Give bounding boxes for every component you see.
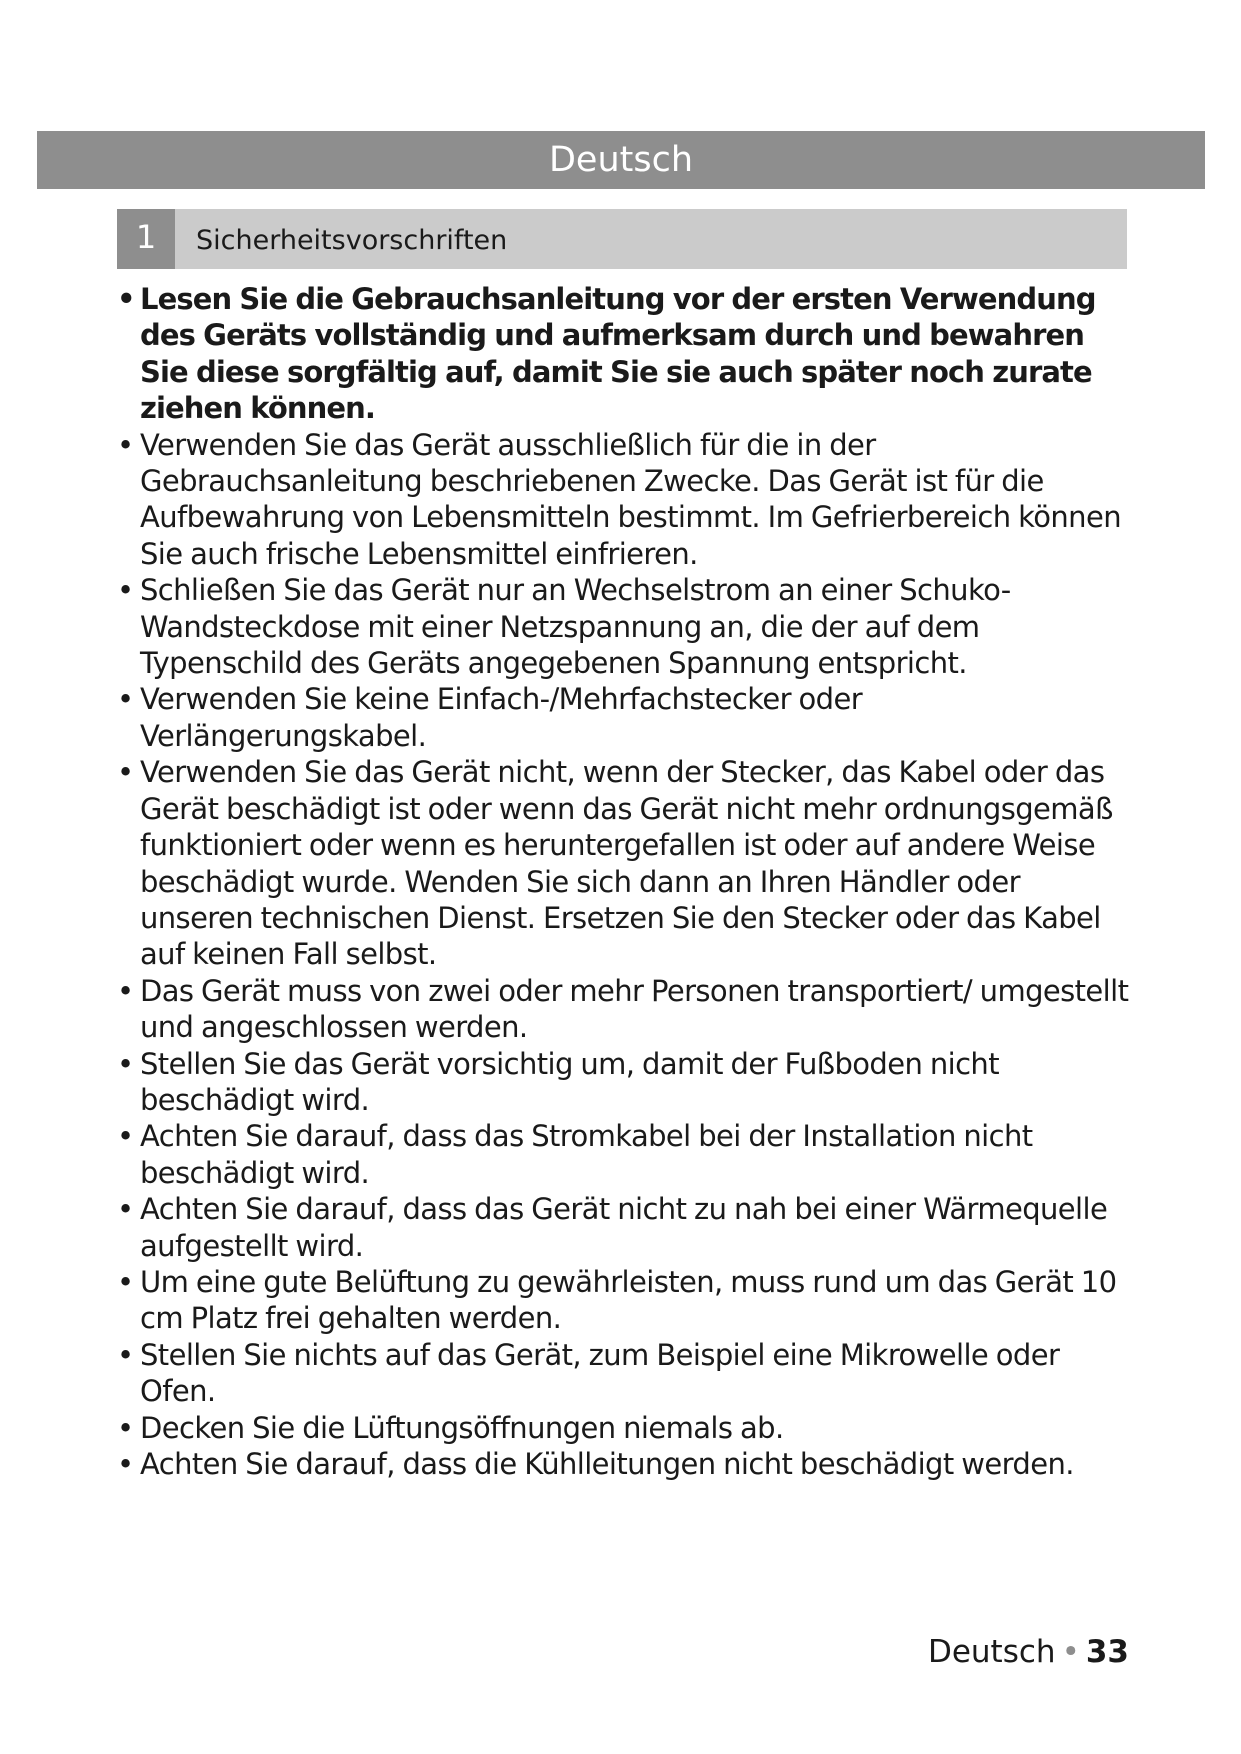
- language-header-bar: [37, 131, 1205, 189]
- list-item: • Verwenden Sie das Gerät nicht, wenn der Stecker, das Kabel oder das Gerät beschädigt ist oder wenn das Gerät nicht mehr ordnungsgemäß funktioniert oder wenn es heruntergefallen ist oder auf andere Weise beschädigt wurde. Wenden Sie sich dann an Ihren Händler oder unseren technischen Dienst. Ersetzen Sie den Stecker oder das Kabel auf keinen Fall selbst.: [115, 754, 1135, 972]
- list-item: • Verwenden Sie keine Einfach-/Mehrfachstecker oder Verlängerungskabel.: [115, 681, 1135, 754]
- list-item: • Achten Sie darauf, dass die Kühlleitungen nicht beschädigt werden.: [115, 1446, 1135, 1482]
- list-item: • Stellen Sie das Gerät vorsichtig um, damit der Fußboden nicht beschädigt wird.: [115, 1046, 1135, 1119]
- list-item: • Lesen Sie die Gebrauchsanleitung vor der ersten Verwendung des Geräts vollständig und aufmerksam durch und bewahren Sie diese sorgfältig auf, damit Sie sie auch später noch zurate ziehen können.: [115, 281, 1135, 427]
- list-item: • Achten Sie darauf, dass das Gerät nicht zu nah bei einer Wärmequelle aufgestellt wird.: [115, 1191, 1135, 1264]
- list-item: • Verwenden Sie das Gerät ausschließlich für die in der Gebrauchsanleitung beschriebenen Zwecke. Das Gerät ist für die Aufbewahrung von Lebensmitteln bestimmt. Im Gefrierbereich können Sie auch frische Lebensmittel einfrieren.: [115, 427, 1135, 573]
- safety-rules-list: [115, 281, 1135, 1482]
- footer-separator: •: [1061, 1634, 1080, 1670]
- section-title: Sicherheitsvorschriften: [196, 225, 508, 256]
- list-item: • Achten Sie darauf, dass das Stromkabel bei der Installation nicht beschädigt wird.: [115, 1118, 1135, 1191]
- page-footer: [928, 1634, 1129, 1670]
- list-item: • Schließen Sie das Gerät nur an Wechselstrom an einer Schuko-Wandsteckdose mit einer Netzspannung an, die der auf dem Typenschild des Geräts angegebenen Spannung entspricht.: [115, 572, 1135, 681]
- page-number: 33: [1085, 1634, 1129, 1670]
- language-title: Deutsch: [548, 140, 694, 180]
- list-item: • Das Gerät muss von zwei oder mehr Personen transportiert/ umgestellt und angeschlossen werden.: [115, 973, 1135, 1046]
- list-item: • Stellen Sie nichts auf das Gerät, zum Beispiel eine Mikrowelle oder Ofen.: [115, 1337, 1135, 1410]
- section-header: [117, 209, 1127, 269]
- footer-language: Deutsch: [927, 1634, 1056, 1670]
- list-item: • Um eine gute Belüftung zu gewährleisten, muss rund um das Gerät 10 cm Platz frei gehalten werden.: [115, 1264, 1135, 1337]
- section-number: 1: [117, 209, 175, 269]
- list-item: • Decken Sie die Lüftungsöffnungen niemals ab.: [115, 1410, 1135, 1446]
